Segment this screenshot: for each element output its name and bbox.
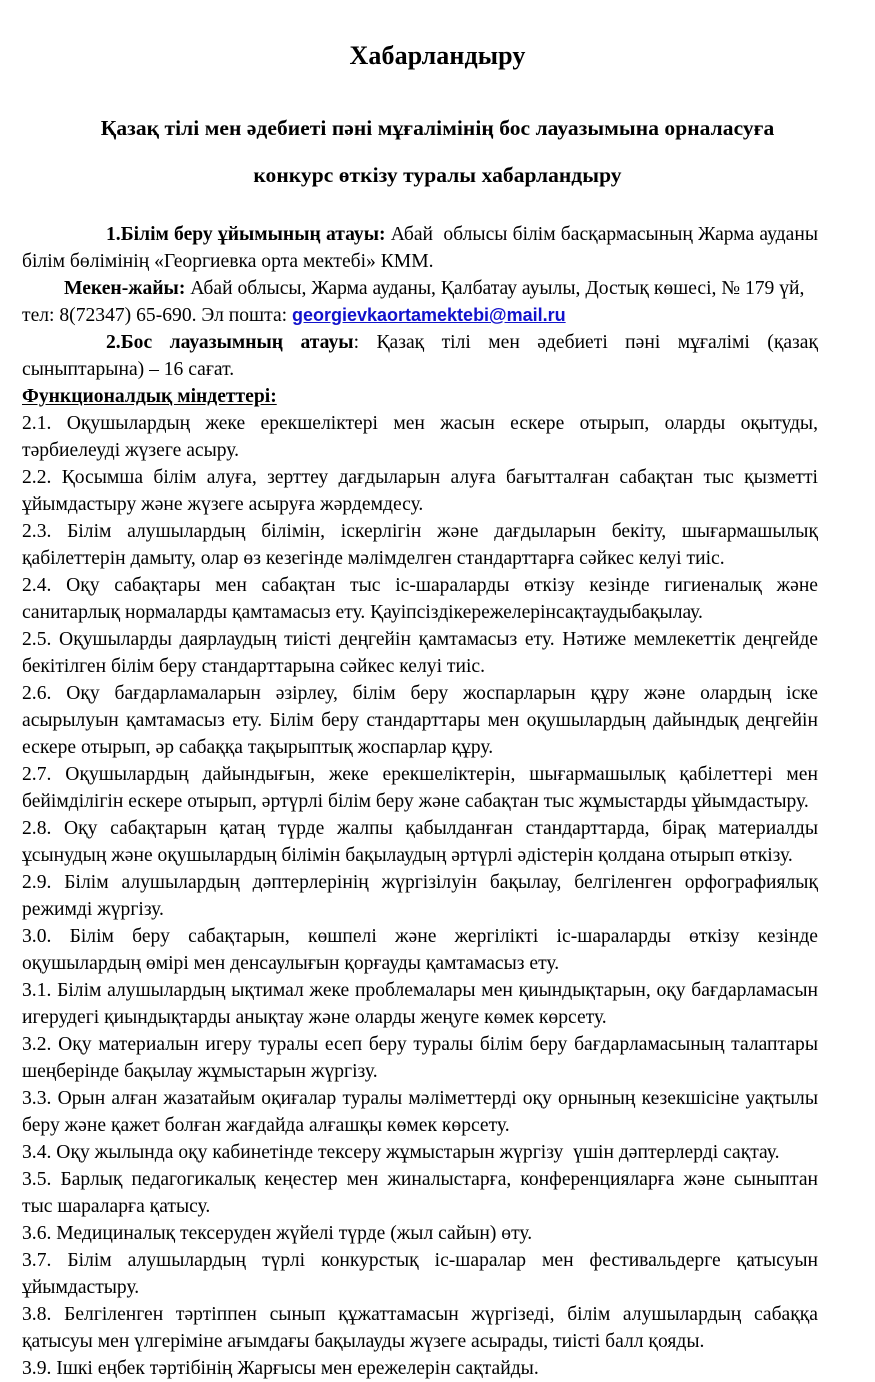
duty-item (22, 680, 818, 761)
duty-text: Оқу сабақтарын қатаң түрде жалпы қабылданған стандарттарда, бірақ материалды ұсынудың және оқушылардың білімін бақылаудың әртүрлі әдістерін қолдана отырып өткізу. (22, 818, 818, 866)
duty-number: 2.6. (22, 683, 52, 704)
duty-number: 2.5. (22, 629, 52, 650)
duty-number: 3.7. (22, 1250, 52, 1271)
duty-text: Оқу сабақтары мен сабақтан тыс іс-шараларды өткізу кезінде гигиеналық және санитарлық нормаларды қамтамасыз ету. Қауіпсіздікережелерінсақтаудыбақылау. (22, 575, 819, 623)
duty-item (22, 1355, 818, 1382)
address-label: Мекен-жайы: (64, 278, 186, 299)
section-1-paragraph (22, 221, 823, 275)
duty-item (22, 761, 818, 815)
duty-text: Орын алған жазатайым оқиғалар туралы мәліметтерді оқу орнының кезекшісіне уақтылы беру және қажет болған жағдайда алғашқы көмек көрсету. (22, 1088, 818, 1136)
duty-number: 2.1. (22, 413, 52, 434)
section-2-paragraph (22, 329, 818, 383)
section-1-text: Абай облысы білім басқармасының Жарма ауданы білім бөлімінің «Георгиевка орта мектебі» КММ. (22, 224, 823, 272)
contact-paragraph (22, 302, 818, 329)
duty-number: 3.9. (22, 1358, 52, 1379)
phone-text: тел: 8(72347) 65-690. Эл пошта: (22, 305, 292, 326)
duty-text: Оқу материалын игеру туралы есеп беру туралы білім беру бағдарламасының талаптары шеңберінде бақылау жұмыстарын жүргізу. (22, 1034, 819, 1082)
duty-text: Медициналық тексеруден жүйелі түрде (жыл сайын) өту. (56, 1223, 533, 1244)
duties-list (22, 410, 818, 1382)
duty-text: Оқу жылында оқу кабинетінде тексеру жұмыстарын жүргізу үшін дәптерлерді сақтау. (56, 1142, 780, 1163)
duty-number: 3.4. (22, 1142, 52, 1163)
duty-item (22, 815, 818, 869)
duty-item (22, 1031, 818, 1085)
duty-text: Білім алушылардың дәптерлерінің жүргізілуін бақылау, белгіленген орфографиялық режимді жүргізу. (22, 872, 818, 920)
duty-text: Оқушылардың дайындығын, жеке ерекшеліктерін, шығармашылық қабілеттері мен бейімділігін ескере отырып, әртүрлі білім беру және сабақтан тыс жұмыстарды ұйымдастыру. (22, 764, 818, 812)
duty-number: 2.8. (22, 818, 52, 839)
duty-number: 3.3. (22, 1088, 52, 1109)
duty-item (22, 869, 818, 923)
duty-item (22, 1247, 818, 1301)
duty-text: Барлық педагогикалық кеңестер мен жиналыстарға, конференцияларға және сыныптан тыс шараларға қатысу. (22, 1169, 818, 1217)
duty-text: Оқушыларды даярлаудың тиісті деңгейін қамтамасыз ету. Нәтиже мемлекеттік деңгейде бекітілген білім беру стандарттарына сәйкес келуі тиіс. (22, 629, 819, 677)
duty-item (22, 1139, 818, 1166)
address-text: Абай облысы, Жарма ауданы, Қалбатау ауылы, Достық көшесі, № 179 үй, (185, 278, 805, 299)
duty-number: 2.7. (22, 764, 52, 785)
duty-text: Білім алушылардың түрлі конкурстық іс-шаралар мен фестивальдерге қатысуын ұйымдастыру. (22, 1250, 818, 1298)
duty-item (22, 572, 818, 626)
page-title: Хабарландыру (349, 41, 526, 70)
document-subtitle (0, 72, 875, 199)
duty-item (22, 518, 818, 572)
duties-heading-label: Функционалдық міндеттері: (22, 386, 277, 407)
document-body (0, 221, 875, 1382)
section-2-text: : Қазақ тілі мен әдебиеті пәні мұғалімі (қазақ сыныптарына) – 16 сағат. (22, 332, 818, 380)
duty-item (22, 464, 818, 518)
address-paragraph (22, 275, 818, 302)
section-1-label: Білім беру ұйымының атауы: (120, 224, 386, 245)
duty-text: Белгіленген тәртіппен сынып құжаттамасын жүргізеді, білім алушылардың сабаққа қатысуы мен үлгеріміне ағымдағы бақылауды жүзеге асырады, тиісті балл қояды. (22, 1304, 818, 1352)
duty-item (22, 1220, 818, 1247)
duty-number: 3.6. (22, 1223, 52, 1244)
duty-text: Оқу бағдарламаларын әзірлеу, білім беру жоспарларын құру және олардың іске асырылуын қамтамасыз ету. Білім беру стандарттары мен оқушылардың дайындық деңгейін ескере отырып, әр сабаққа тақырыптық жоспарлар құру. (22, 683, 819, 758)
duty-item (22, 923, 818, 977)
duty-text: Қосымша білім алуға, зерттеу дағдыларын алуға бағытталған сабақтан тыс қызметті ұйымдастыру және жүзеге асыруға жәрдемдесу. (22, 467, 818, 515)
section-1-number: 1. (106, 224, 121, 245)
duty-number: 3.0. (22, 926, 52, 947)
duty-number: 2.9. (22, 872, 52, 893)
duty-number: 2.4. (22, 575, 52, 596)
duties-heading (22, 383, 818, 410)
duty-text: Білім алушылардың білімін, іскерлігін және дағдыларын бекіту, шығармашылық қабілеттерін дамыту, олар өз кезегінде мәлімделген стандарттарға сәйкес келуі тиіс. (22, 521, 818, 569)
duty-text: Білім алушылардың ықтимал жеке проблемалары мен қиындықтарын, оқу бағдарламасын игерудегі қиындықтарды анықтау және оларды жеңуге көмек көрсету. (22, 980, 818, 1028)
duty-text: Білім беру сабақтарын, көшпелі және жергілікті іс-шараларды өткізу кезінде оқушылардың өмірі мен денсаулығын қорғауды қамтамасыз ету. (22, 926, 818, 974)
duty-number: 2.2. (22, 467, 52, 488)
duty-item (22, 410, 818, 464)
subtitle-line-1: Қазақ тілі мен әдебиеті пәні мұғалімінің бос лауазымына орналасуға (100, 116, 775, 140)
duty-text: Ішкі еңбек тәртібінің Жарғысы мен ережелерін сақтайды. (56, 1358, 539, 1379)
duty-number: 2.3. (22, 521, 52, 542)
duty-item (22, 1085, 818, 1139)
subtitle-line-2: конкурс өткізу туралы хабарландыру (253, 163, 622, 187)
duty-number: 3.5. (22, 1169, 52, 1190)
duty-item (22, 977, 818, 1031)
email-link[interactable]: georgievkaortamektebi@mail.ru (291, 305, 566, 325)
section-2-number: 2. (106, 332, 121, 353)
section-2-label: Бос лауазымның атауы (120, 332, 354, 353)
duty-number: 3.1. (22, 980, 52, 1001)
duty-item (22, 1166, 818, 1220)
duty-text: Оқушылардың жеке ерекшеліктері мен жасын ескере отырып, оларды оқытуды, тәрбиелеуді жүзеге асыру. (22, 413, 818, 461)
duty-item (22, 1301, 818, 1355)
duty-number: 3.2. (22, 1034, 52, 1055)
duty-item (22, 626, 818, 680)
duty-number: 3.8. (22, 1304, 52, 1325)
